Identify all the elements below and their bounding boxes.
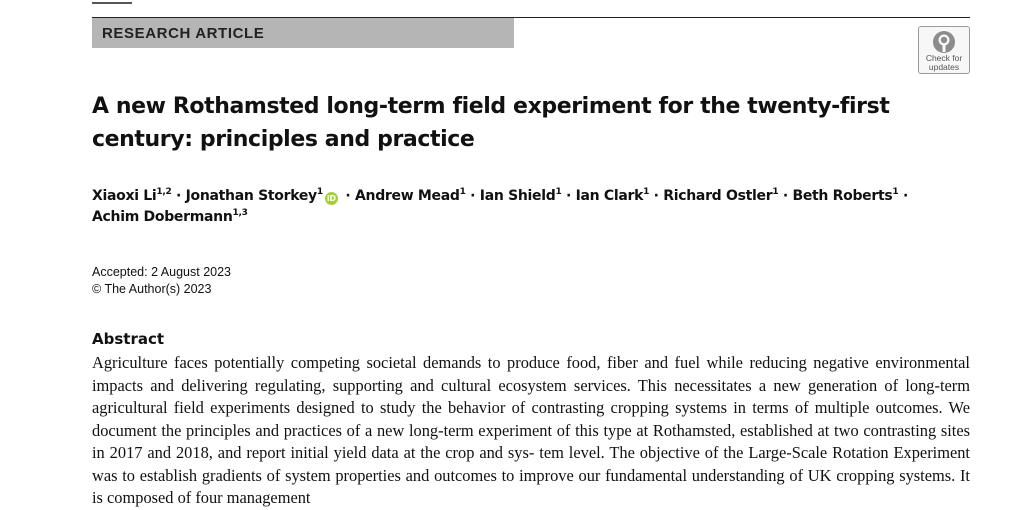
abstract-line: Agriculture faces potentially competing societal demands to produce food, fiber and fuel while reducing negative [92, 353, 869, 372]
author-separator: · [561, 188, 576, 204]
abstract-line: tem level. The objective of the Large-Scale Rotation Experiment was to establish gradients of system properties and [92, 443, 970, 485]
abstract-line: environmental impacts and delivering regulating, supporting and cultural ecosystem services. This necessitates a new [92, 353, 970, 395]
author-name[interactable]: Xiaoxi Li [92, 188, 157, 204]
author-affiliation: 1 [459, 187, 466, 197]
author-affiliation: 1 [555, 187, 562, 197]
author-list [92, 186, 952, 228]
author-affiliation: 1 [772, 187, 779, 197]
abstract-line: outcomes to improve our fundamental understanding of UK cropping systems. It is composed of four management [92, 465, 970, 507]
check-for-updates-badge[interactable] [918, 26, 970, 74]
article-dates [92, 264, 231, 298]
copyright-notice: © The Author(s) 2023 [92, 282, 212, 296]
author-affiliation: 1 [643, 187, 650, 197]
author-affiliation: 1,2 [156, 187, 172, 197]
author-separator: · [649, 188, 664, 204]
author-separator: · [465, 188, 480, 204]
article-type-label: RESEARCH ARTICLE [102, 24, 265, 42]
title-line-2: century: principles and practice [92, 127, 475, 152]
author-affiliation: 1 [316, 187, 323, 197]
author-affiliation: 1 [892, 187, 899, 197]
abstract-line: generation of long-term agricultural field experiments designed to study the behavior of contrasting cropping systems [92, 375, 970, 417]
author-name[interactable]: Achim Dobermann [92, 209, 233, 225]
author-name[interactable]: Ian Clark [575, 188, 644, 204]
crossmark-label-line1: Check for [925, 53, 963, 63]
title-line-1: A new Rothamsted long-term field experiment for the twenty-first [92, 94, 890, 119]
abstract-text [92, 352, 970, 510]
author-name[interactable]: Beth Roberts [792, 188, 893, 204]
orcid-icon[interactable]: iD [325, 192, 338, 205]
crossmark-icon [932, 30, 956, 54]
abstract-line: at Rothamsted, established at two contrasting sites in 2017 and 2018, and report initial yield data at the crop and sys- [92, 420, 970, 462]
previous-page-fragment [92, 0, 152, 6]
author-name[interactable]: Jonathan Storkey [185, 188, 317, 204]
accepted-date: Accepted: 2 August 2023 [92, 265, 231, 279]
author-name[interactable]: Andrew Mead [355, 188, 460, 204]
author-separator: · [778, 188, 793, 204]
abstract-heading: Abstract [92, 330, 165, 348]
author-name[interactable]: Richard Ostler [663, 188, 773, 204]
author-affiliation: 1,3 [232, 208, 248, 218]
author-separator: · [898, 188, 908, 204]
article-title [92, 90, 952, 156]
author-separator: · [171, 188, 186, 204]
author-name[interactable]: Ian Shield [479, 188, 556, 204]
abstract-line: in terms of multiple outcomes. We document the principles and practices of a new long-term experiment of this type [92, 398, 970, 440]
article-type-banner [92, 18, 514, 48]
crossmark-label-line2: updates [928, 62, 960, 72]
author-separator: · [340, 188, 355, 204]
